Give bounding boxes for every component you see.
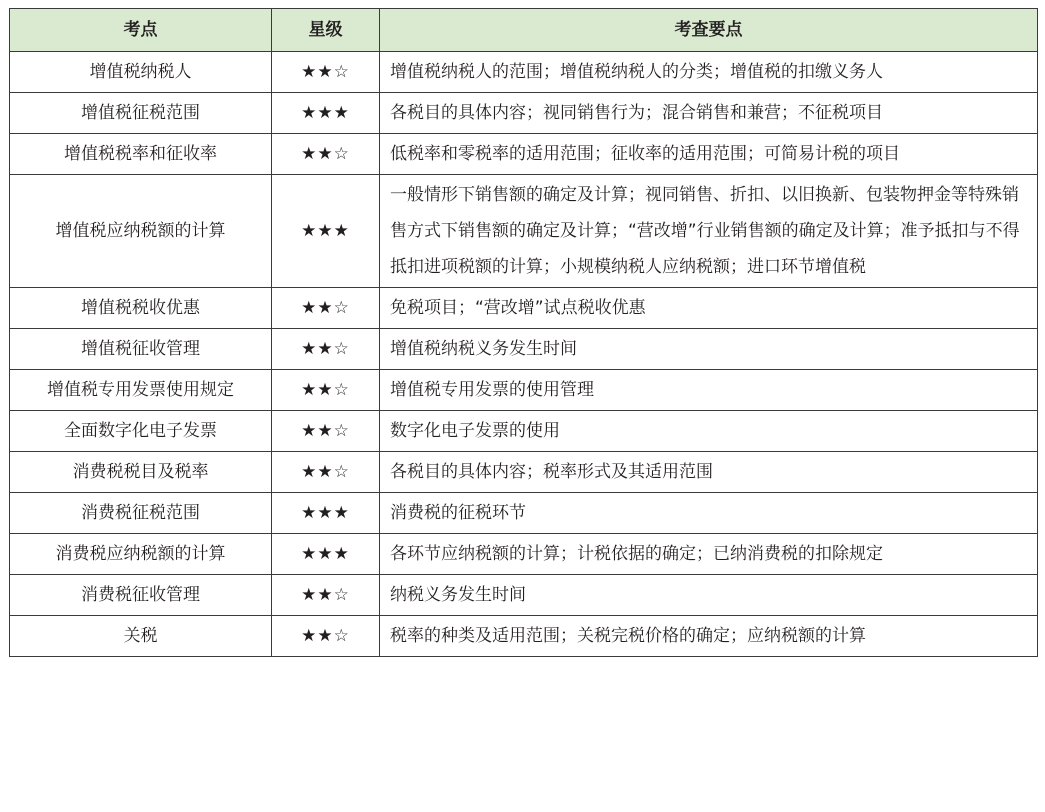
cell-point: 增值税税率和征收率 [10,134,272,175]
cell-stars: ★★★ [272,493,380,534]
cell-stars: ★★☆ [272,329,380,370]
cell-point: 消费税征收管理 [10,575,272,616]
cell-stars: ★★★ [272,175,380,288]
table-row [10,52,1038,93]
cell-stars: ★★☆ [272,288,380,329]
table-row [10,493,1038,534]
cell-point: 消费税税目及税率 [10,452,272,493]
cell-point: 增值税应纳税额的计算 [10,175,272,288]
cell-key: 免税项目；“营改增”试点税收优惠 [380,288,1038,329]
cell-point: 关税 [10,616,272,657]
header-point: 考点 [10,9,272,52]
cell-key: 各税目的具体内容；视同销售行为；混合销售和兼营；不征税项目 [380,93,1038,134]
cell-stars: ★★☆ [272,134,380,175]
cell-key: 数字化电子发票的使用 [380,411,1038,452]
cell-key: 增值税专用发票的使用管理 [380,370,1038,411]
cell-stars: ★★☆ [272,52,380,93]
exam-points-table [9,8,1038,657]
cell-stars: ★★☆ [272,411,380,452]
table-row [10,288,1038,329]
cell-key: 增值税纳税人的范围；增值税纳税人的分类；增值税的扣缴义务人 [380,52,1038,93]
cell-key: 一般情形下销售额的确定及计算；视同销售、折扣、以旧换新、包装物押金等特殊销售方式下销售额的确定及计算；“营改增”行业销售额的确定及计算；准予抵扣与不得抵扣进项税额的计算；小规模纳税人应纳税额；进口环节增值税 [380,175,1038,288]
cell-key: 纳税义务发生时间 [380,575,1038,616]
cell-key: 低税率和零税率的适用范围；征收率的适用范围；可简易计税的项目 [380,134,1038,175]
header-level: 星级 [272,9,380,52]
cell-stars: ★★☆ [272,616,380,657]
table-row [10,452,1038,493]
cell-point: 增值税征税范围 [10,93,272,134]
table-row [10,93,1038,134]
table-row [10,575,1038,616]
cell-stars: ★★☆ [272,452,380,493]
cell-point: 增值税纳税人 [10,52,272,93]
cell-key: 增值税纳税义务发生时间 [380,329,1038,370]
cell-stars: ★★☆ [272,370,380,411]
cell-point: 消费税应纳税额的计算 [10,534,272,575]
cell-key: 税率的种类及适用范围；关税完税价格的确定；应纳税额的计算 [380,616,1038,657]
table-row [10,134,1038,175]
cell-point: 增值税专用发票使用规定 [10,370,272,411]
cell-key: 各环节应纳税额的计算；计税依据的确定；已纳消费税的扣除规定 [380,534,1038,575]
cell-stars: ★★★ [272,534,380,575]
table-row [10,616,1038,657]
cell-stars: ★★☆ [272,575,380,616]
cell-key: 各税目的具体内容；税率形式及其适用范围 [380,452,1038,493]
cell-point: 增值税税收优惠 [10,288,272,329]
table-row [10,411,1038,452]
cell-key: 消费税的征税环节 [380,493,1038,534]
cell-point: 全面数字化电子发票 [10,411,272,452]
cell-stars: ★★★ [272,93,380,134]
table-row [10,534,1038,575]
table-row [10,329,1038,370]
cell-point: 消费税征税范围 [10,493,272,534]
table-row [10,175,1038,288]
exam-points-table-container [9,8,1038,657]
table-header-row [10,9,1038,52]
header-key: 考查要点 [380,9,1038,52]
cell-point: 增值税征收管理 [10,329,272,370]
table-row [10,370,1038,411]
